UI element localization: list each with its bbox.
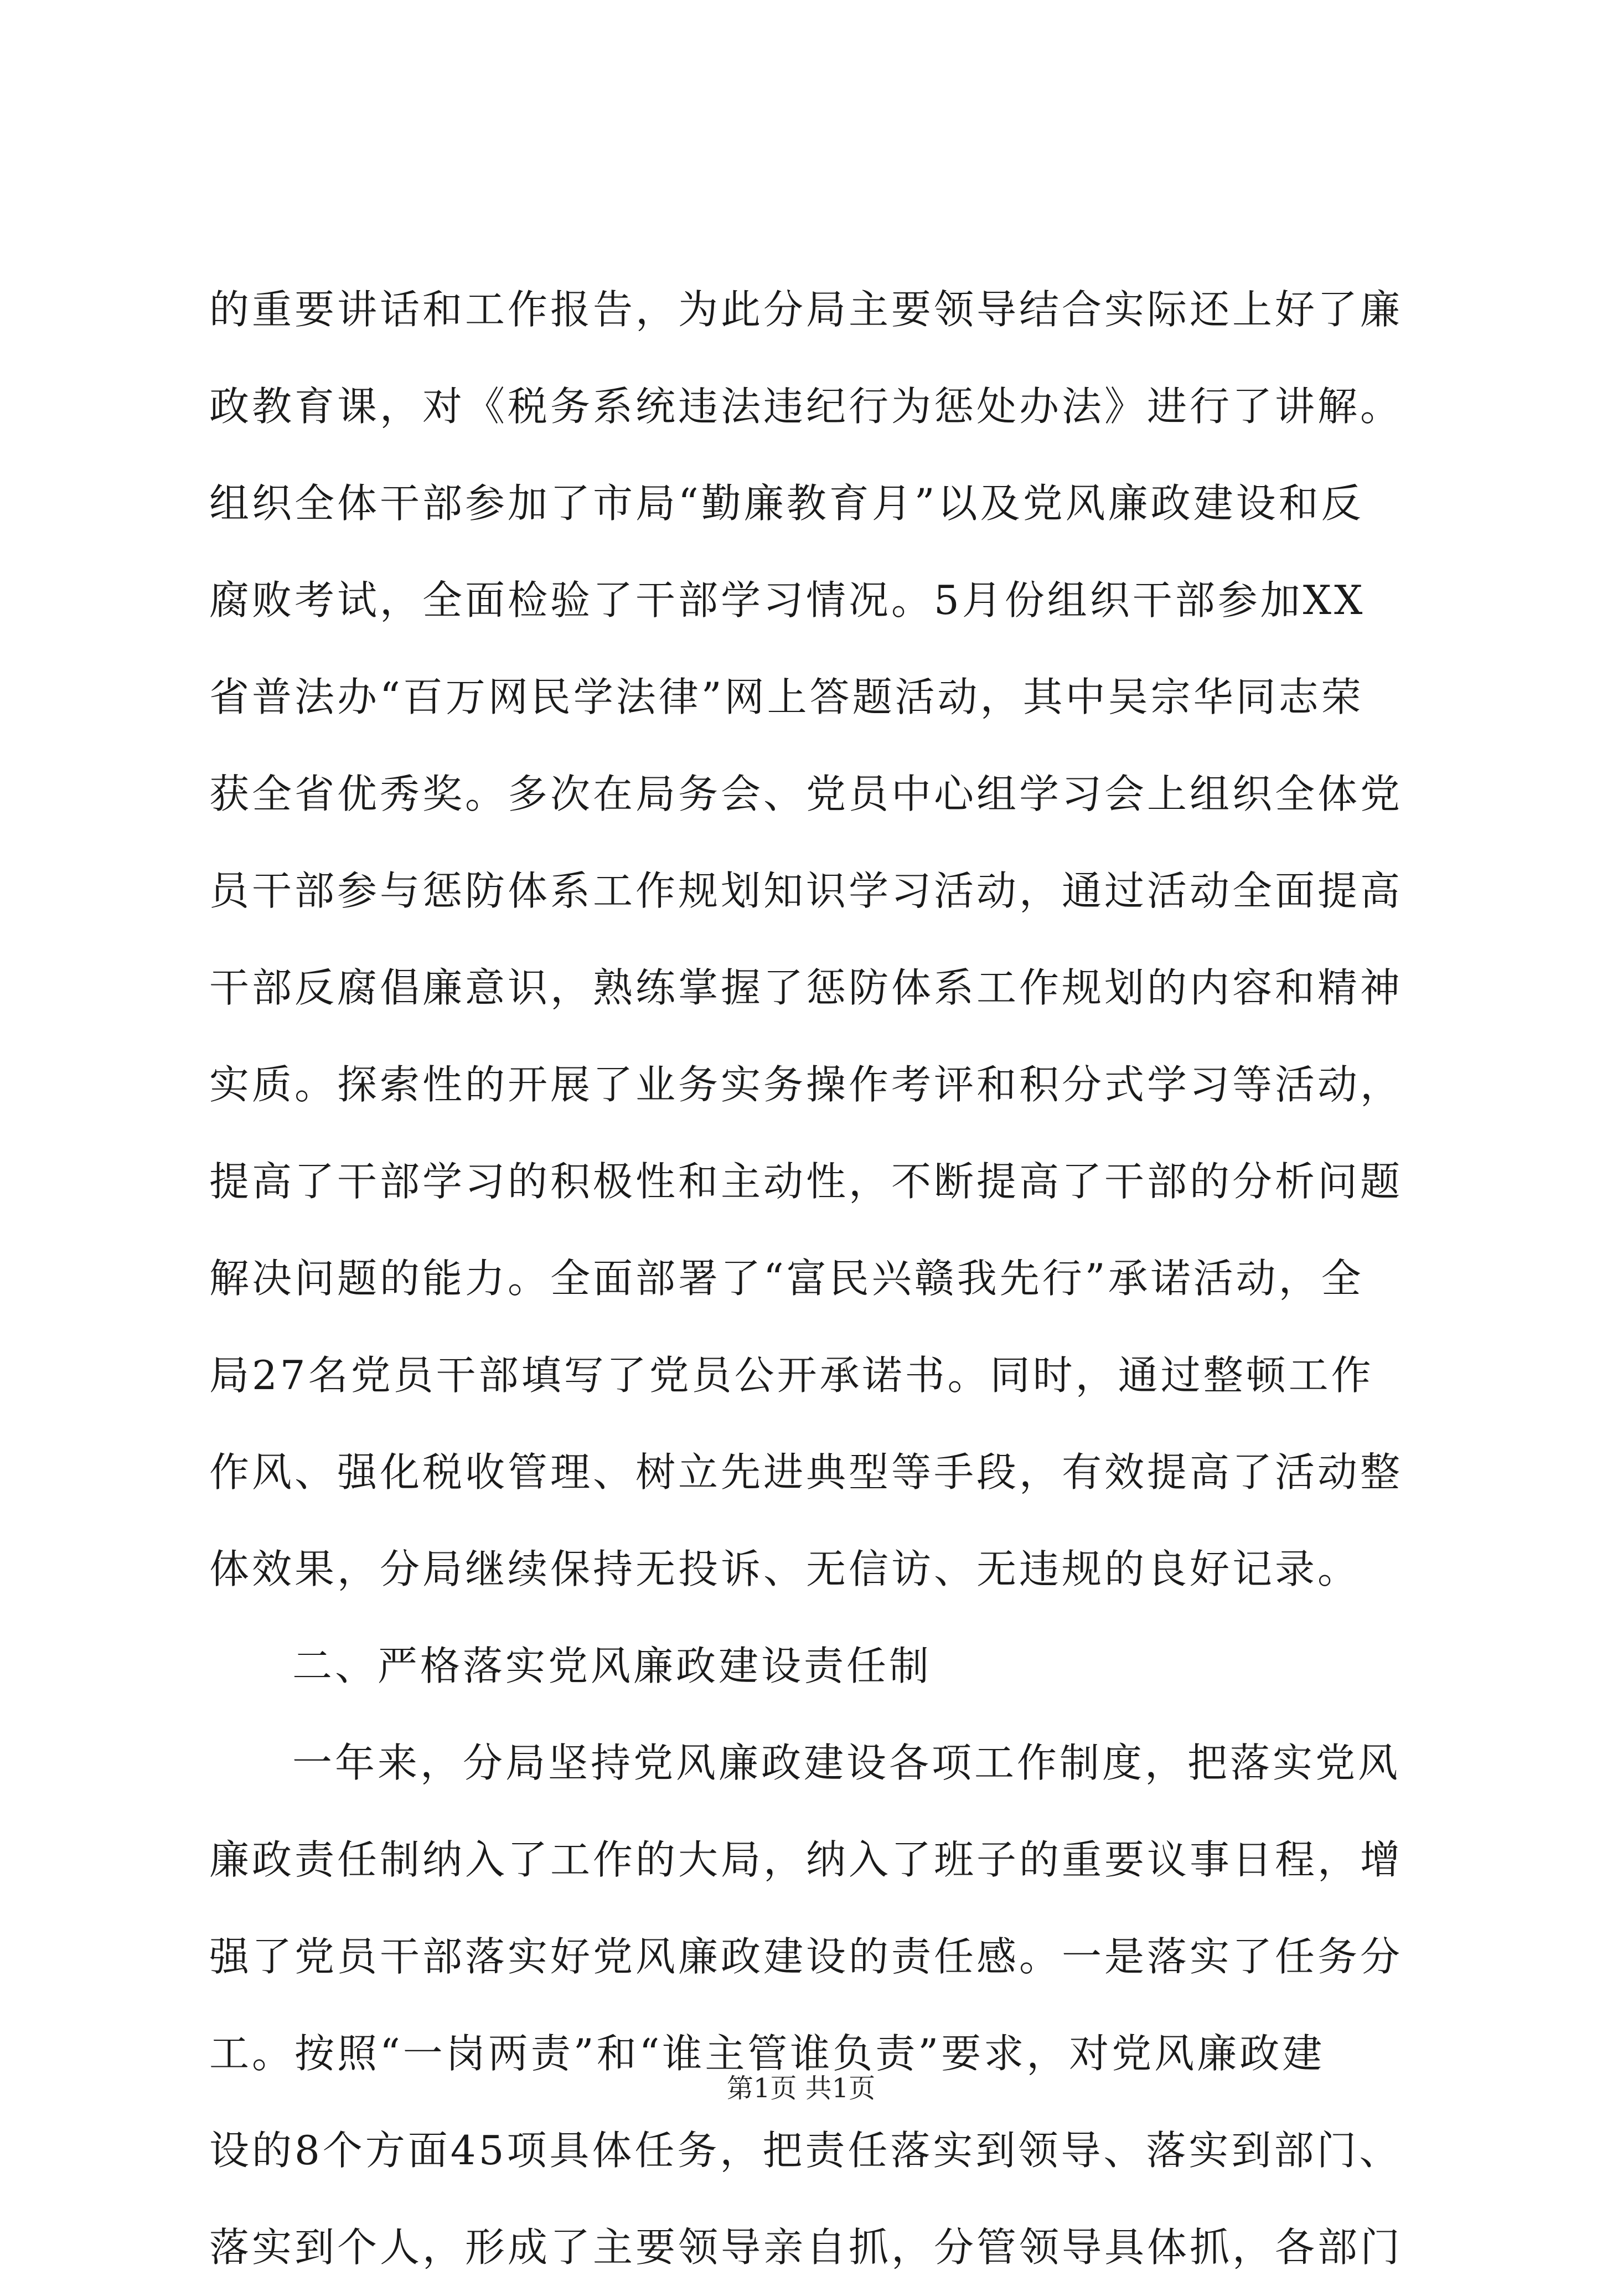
- section-heading: 二、严格落实党风廉政建设责任制: [292, 1643, 932, 1689]
- text-line: 作风、强化税收管理、树立先进典型等手段，有效提高了活动整: [209, 1449, 1403, 1495]
- text-line: 提高了干部学习的积极性和主动性，不断提高了干部的分析问题: [209, 1158, 1403, 1205]
- text-line: 获全省优秀奖。多次在局务会、党员中心组学习会上组织全体党: [209, 771, 1403, 817]
- text-line: 廉政责任制纳入了工作的大局，纳入了班子的重要议事日程，增: [209, 1836, 1403, 1883]
- text-line: 政教育课，对《税务系统违法违纪行为惩处办法》进行了讲解。: [209, 383, 1403, 430]
- text-line: 局27名党员干部填写了党员公开承诺书。同时，通过整顿工作: [209, 1352, 1374, 1399]
- text-line: 解决问题的能力。全面部署了“富民兴赣我先行”承诺活动，全: [209, 1255, 1364, 1302]
- text-line: 组织全体干部参加了市局“勤廉教育月”以及党风廉政建设和反: [209, 480, 1364, 527]
- page-footer: [0, 2072, 1602, 2105]
- text-line: 省普法办“百万网民学法律”网上答题活动，其中吴宗华同志荣: [209, 674, 1364, 720]
- text-line: 员干部参与惩防体系工作规划知识学习活动，通过活动全面提高: [209, 868, 1403, 914]
- text-line: 落实到个人，形成了主要领导亲自抓，分管领导具体抓，各部门: [209, 2224, 1403, 2271]
- text-line: 体效果，分局继续保持无投诉、无信访、无违规的良好记录。: [209, 1546, 1361, 1592]
- text-line: 工。按照“一岗两责”和“谁主管谁负责”要求，对党风廉政建: [209, 2030, 1325, 2077]
- text-line: 干部反腐倡廉意识，熟练掌握了惩防体系工作规划的内容和精神: [209, 964, 1403, 1011]
- document-body: [209, 261, 1403, 2296]
- page-number: 第1页 共1页: [726, 2073, 876, 2104]
- text-line: 设的8个方面45项具体任务，把责任落实到领导、落实到部门、: [209, 2127, 1402, 2174]
- text-line: 腐败考试，全面检验了干部学习情况。5月份组织干部参加XX: [209, 577, 1366, 623]
- text-line: 的重要讲话和工作报告，为此分局主要领导结合实际还上好了廉: [209, 286, 1403, 333]
- text-line: 强了党员干部落实好党风廉政建设的责任感。一是落实了任务分: [209, 1933, 1403, 1980]
- text-line: 实质。探索性的开展了业务实务操作考评和积分式学习等活动，: [209, 1061, 1403, 1108]
- text-line: 一年来，分局坚持党风廉政建设各项工作制度，把落实党风: [292, 1740, 1401, 1786]
